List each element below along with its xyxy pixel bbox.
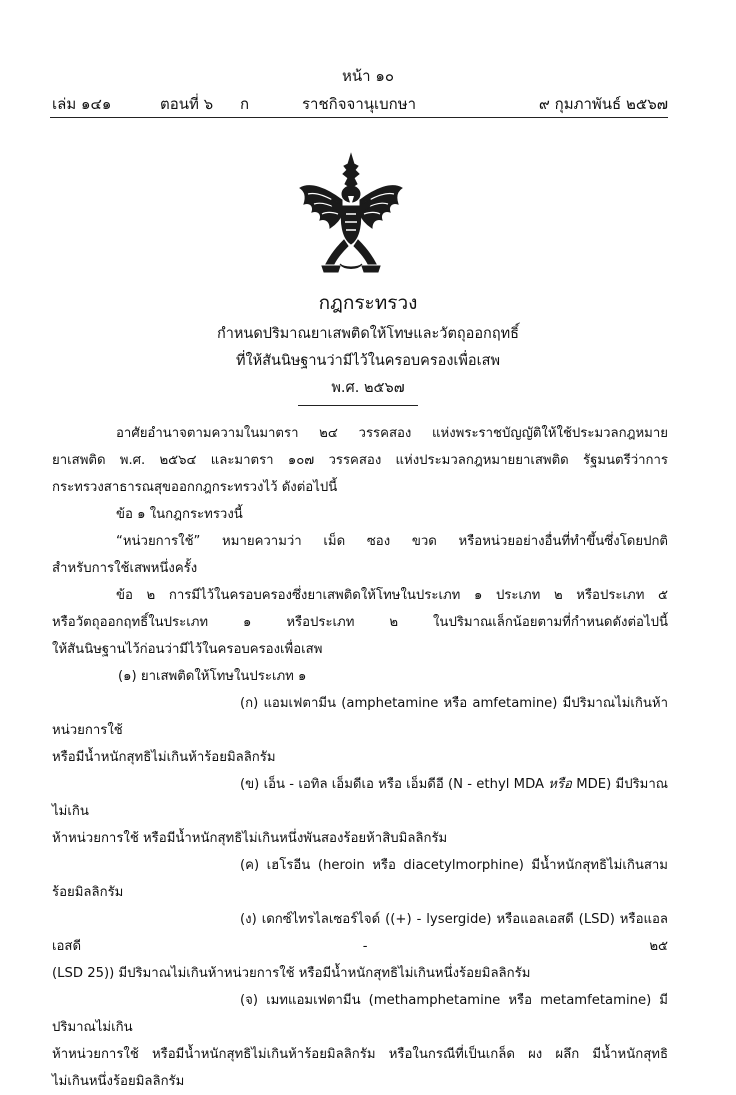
header-gazette-name: ราชกิจจานุเบกษา	[302, 95, 417, 113]
document-subtitle-line1: กำหนดปริมาณยาเสพติดให้โทษและวัตถุออกฤทธิ์	[216, 326, 520, 342]
item-b-text-pre: เอ็น - เอทิล เอ็มดีเอ หรือ เอ็มดีอี (N - ethyl MDA	[263, 777, 549, 792]
preamble-line2: ยาเสพติด พ.ศ. ๒๕๖๔ และมาตรา ๑๐๗ วรรคสอง แห่งประมวลกฎหมายยาเสพติด รัฐมนตรีว่าการ	[52, 453, 668, 468]
clause2-line2: หรือวัตถุออกฤทธิ์ในประเภท ๑ หรือประเภท ๒ ในปริมาณเล็กน้อยตามที่กำหนดดังต่อไปนี้	[52, 615, 668, 630]
header-section: ก	[240, 95, 250, 113]
clause2-line3: ให้สันนิษฐานไว้ก่อนว่ามีไว้ในครอบครองเพื่อเสพ	[52, 642, 323, 657]
header-issue: ตอนที่ ๖	[160, 95, 214, 113]
item-b-line1	[52, 771, 668, 825]
clause2-line1: ข้อ ๒ การมีไว้ในครอบครองซึ่งยาเสพติดให้โทษในประเภท ๑ ประเภท ๒ หรือประเภท ๕	[116, 588, 668, 603]
item-b-label: (ข)	[240, 777, 260, 792]
item-a-label: (ก)	[240, 696, 259, 711]
definition-line1: “หน่วยการใช้” หมายความว่า เม็ด ซอง ขวด หรือหน่วยอย่างอื่นที่ทำขึ้นซึ่งโดยปกติ	[116, 534, 668, 549]
item-b-text-italic: หรือ	[548, 777, 572, 792]
header-date: ๙ กุมภาพันธ์ ๒๕๖๗	[538, 95, 668, 113]
item-b-text-post: MDE) มีปริมาณไม่เกิน	[52, 777, 669, 819]
header-divider	[50, 117, 668, 118]
item-e-line3: ไม่เกินหนึ่งร้อยมิลลิกรัม	[52, 1074, 185, 1089]
clause1: ข้อ ๑ ในกฎกระทรวงนี้	[116, 507, 243, 522]
document-body	[52, 420, 668, 1095]
item-c-text: เฮโรอีน (heroin หรือ diacetylmorphine) มีน้ำหนักสุทธิไม่เกินสามร้อยมิลลิกรัม	[52, 858, 668, 900]
title-divider	[298, 405, 418, 406]
item-d-line1	[52, 906, 668, 960]
document-title: กฎกระทรวง	[318, 292, 418, 314]
item-c-label: (ค)	[240, 858, 260, 873]
definition-line2: สำหรับการใช้เสพหนึ่งครั้ง	[52, 561, 198, 576]
document-subtitle-line2: ที่ให้สันนิษฐานว่ามีไว้ในครอบครองเพื่อเสพ	[235, 353, 501, 369]
item-d-text: เดกซ์ไทรไลเซอร์ไจด์ ((+) - lysergide) หรือแอลเอสดี (LSD) หรือแอลเอสดี - ๒๕	[52, 912, 668, 954]
item-e-line1	[52, 987, 668, 1041]
item-a-line1	[52, 690, 668, 744]
item-c-line1	[52, 852, 668, 906]
item-e-label: (จ)	[240, 993, 259, 1008]
item-a-line2: หรือมีน้ำหนักสุทธิไม่เกินห้าร้อยมิลลิกรัม	[52, 750, 276, 765]
preamble-line1: อาศัยอำนาจตามความในมาตรา ๒๔ วรรคสอง แห่งพระราชบัญญัติให้ใช้ประมวลกฎหมาย	[116, 426, 668, 441]
item-d-line2: (LSD 25)) มีปริมาณไม่เกินห้าหน่วยการใช้ หรือมีน้ำหนักสุทธิไม่เกินหนึ่งร้อยมิลลิกรัม	[52, 966, 531, 981]
item-d-label: (ง)	[240, 912, 257, 927]
item-b-line2: ห้าหน่วยการใช้ หรือมีน้ำหนักสุทธิไม่เกินหนึ่งพันสองร้อยห้าสิบมิลลิกรัม	[52, 831, 448, 846]
gazette-header	[52, 92, 668, 116]
item1-heading: (๑) ยาเสพติดให้โทษในประเภท ๑	[118, 669, 307, 684]
item-a-text: แอมเฟตามีน (amphetamine หรือ amfetamine) มีปริมาณไม่เกินห้าหน่วยการใช้	[52, 696, 668, 738]
page-number: หน้า ๑๐	[341, 67, 394, 85]
item-e-line2: ห้าหน่วยการใช้ หรือมีน้ำหนักสุทธิไม่เกินห้าร้อยมิลลิกรัม หรือในกรณีที่เป็นเกล็ด ผง ผลึก มีน้ำหนักสุทธิ	[52, 1047, 668, 1062]
preamble-line3: กระทรวงสาธารณสุขออกกฎกระทรวงไว้ ดังต่อไปนี้	[52, 480, 338, 495]
header-volume: เล่ม ๑๔๑	[52, 95, 112, 113]
garuda-emblem-icon	[296, 152, 406, 277]
item-e-text: เมทแอมเฟตามีน (methamphetamine หรือ metamfetamine) มีปริมาณไม่เกิน	[52, 993, 668, 1035]
document-year: พ.ศ. ๒๕๖๗	[331, 380, 405, 396]
